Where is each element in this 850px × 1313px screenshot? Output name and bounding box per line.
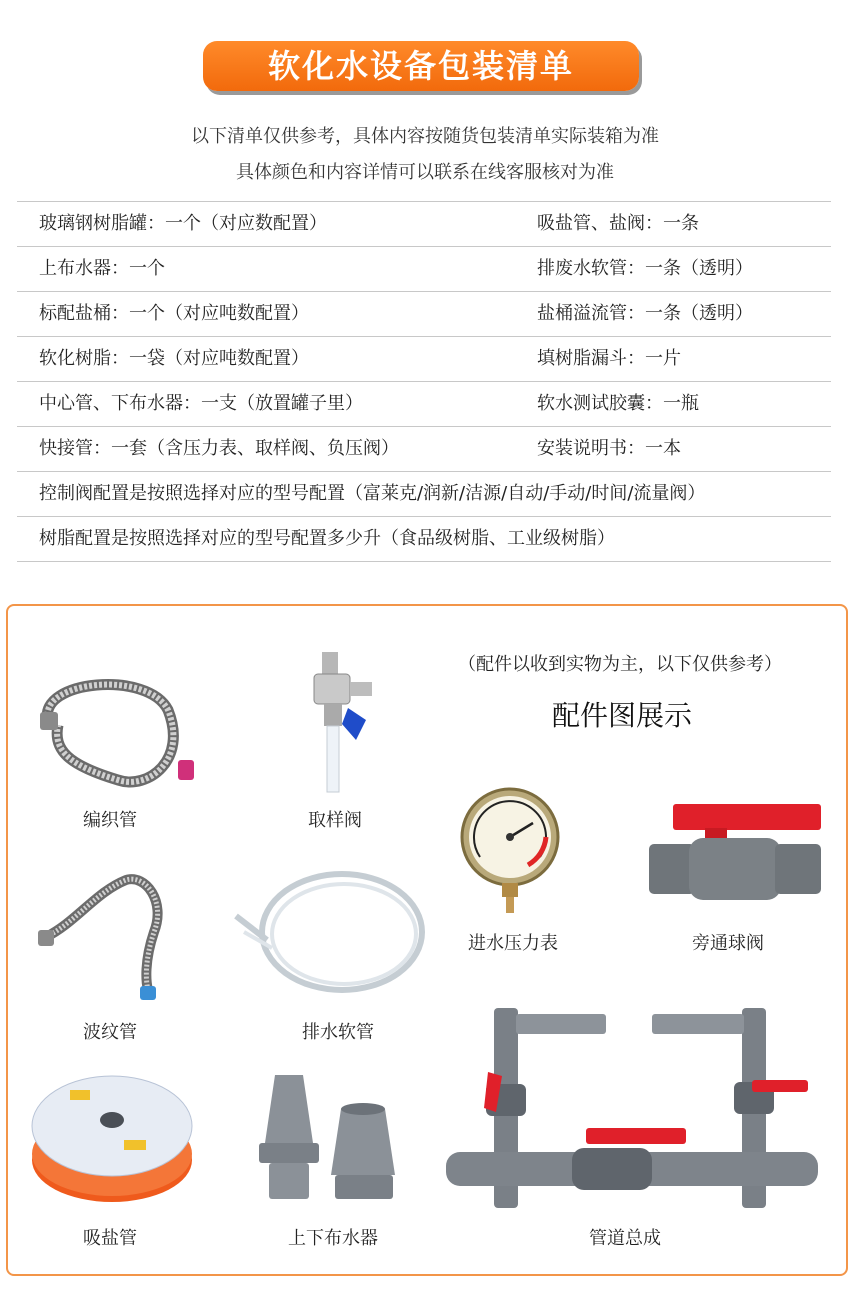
braided-hose-icon [28,660,198,800]
sampling-valve-icon [300,650,380,795]
list-row [17,471,831,516]
subtitle-line-2: 具体颜色和内容详情可以联系在线客服核对为准 [236,162,614,183]
drain-hose-icon [232,870,432,1000]
list-item: 吸盐管、盐阀：一条 [537,213,699,234]
list-row [17,201,831,246]
caption-pipe-assembly: 管道总成 [589,1228,661,1249]
caption-drain-hose: 排水软管 [302,1022,374,1043]
list-item: 树脂配置是按照选择对应的型号配置多少升（食品级树脂、工业级树脂） [39,528,615,549]
list-row [17,291,831,336]
list-item: 控制阀配置是按照选择对应的型号配置（富莱克/润新/洁源/自动/手动/时间/流量阀） [39,483,706,504]
list-item: 软化树脂：一袋（对应吨数配置） [39,348,309,369]
pipe-assembly-icon [442,1002,822,1227]
list-item: 快接管：一套（含压力表、取样阀、负压阀） [39,438,399,459]
list-item: 玻璃钢树脂罐：一个（对应数配置） [39,213,327,234]
brine-tube-icon [26,1070,196,1210]
list-item: 填树脂漏斗：一片 [537,348,681,369]
caption-sampling-valve: 取样阀 [308,810,362,831]
list-item: 标配盐桶：一个（对应吨数配置） [39,303,309,324]
pressure-gauge-icon [458,785,564,915]
list-item: 安装说明书：一本 [537,438,681,459]
distributors-icon [255,1065,405,1205]
list-item: 中心管、下布水器：一支（放置罐子里） [39,393,363,414]
caption-corrugated-hose: 波纹管 [83,1022,137,1043]
list-row [17,426,831,471]
list-row [17,336,831,381]
list-row [17,381,831,426]
list-row [17,246,831,291]
accessories-note: （配件以收到实物为主，以下仅供参考） [458,654,782,675]
accessories-title: 配件图展示 [552,699,693,732]
list-row [17,516,831,562]
list-item: 盐桶溢流管：一条（透明） [537,303,753,324]
bypass-valve-icon [645,800,825,910]
page-title: 软化水设备包装清单 [203,41,639,91]
caption-bypass-valve: 旁通球阀 [692,933,764,954]
packing-list [17,201,831,562]
corrugated-hose-icon [36,872,166,1007]
caption-distributors: 上下布水器 [288,1228,378,1249]
list-item: 排废水软管：一条（透明） [537,258,753,279]
list-item: 上布水器：一个 [39,258,165,279]
list-item: 软水测试胶囊：一瓶 [537,393,699,414]
subtitle-line-1: 以下清单仅供参考，具体内容按随货包装清单实际装箱为准 [191,126,659,147]
caption-braided-hose: 编织管 [83,810,137,831]
caption-pressure-gauge: 进水压力表 [468,933,558,954]
caption-brine-tube: 吸盐管 [83,1228,137,1249]
